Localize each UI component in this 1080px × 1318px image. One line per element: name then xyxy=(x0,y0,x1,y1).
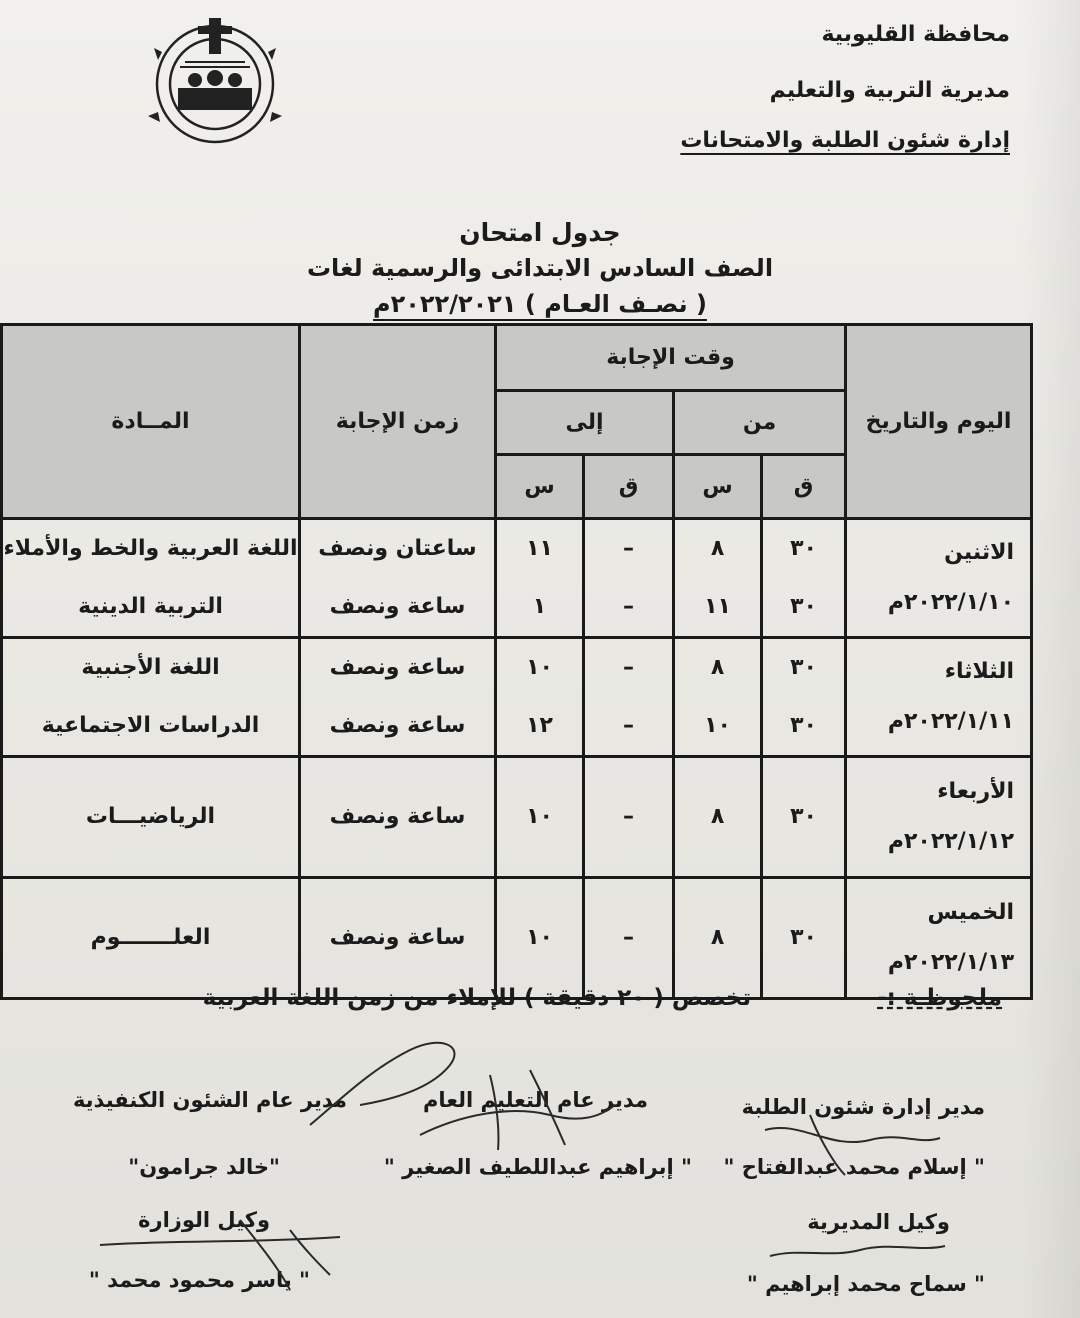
duration: ساعة ونصف xyxy=(329,594,466,619)
signature-scribble-ministry-deputy xyxy=(90,1215,350,1295)
general-education-title: مدير عام التعليم العام xyxy=(423,1088,648,1112)
subject: التربية الدينية xyxy=(78,594,223,619)
from-minute: ٣٠ xyxy=(790,925,817,950)
to-minute: – xyxy=(623,655,635,680)
governorate-name: محافظة القليوبية xyxy=(821,22,1010,47)
from-hour: ١٠ xyxy=(704,713,731,738)
header-from-hour: س xyxy=(674,455,762,519)
exam-date: ٢٠٢٢/١/١٠م xyxy=(887,590,1015,615)
subject: الدراسات الاجتماعية xyxy=(41,713,260,738)
day-name: الأربعاء xyxy=(937,779,1015,804)
exam-date: ٢٠٢٢/١/١٣م xyxy=(887,950,1015,975)
table-row xyxy=(2,638,1032,757)
subject: الرياضيـــات xyxy=(85,804,216,829)
ministry-deputy-title: وكيل الوزارة xyxy=(138,1208,270,1232)
day-date-cell xyxy=(846,638,1032,757)
directorate-name: مديرية التربية والتعليم xyxy=(769,78,1010,103)
header-subject: المــادة xyxy=(2,325,300,519)
from-hour: ٨ xyxy=(710,925,725,950)
department-name: إدارة شئون الطلبة والامتحانات xyxy=(680,128,1010,153)
students-affairs-name: " إسلام محمد عبدالفتاح " xyxy=(723,1155,985,1179)
header-to-hour: س xyxy=(496,455,584,519)
table-row xyxy=(2,757,1032,878)
note xyxy=(203,985,1002,1011)
day-name: الثلاثاء xyxy=(944,659,1015,684)
to-minute: – xyxy=(623,713,635,738)
to-hour: ١٢ xyxy=(526,713,553,738)
exam-date: ٢٠٢٢/١/١٢م xyxy=(887,829,1015,854)
duration: ساعتان ونصف xyxy=(318,536,477,561)
day-name: الاثنين xyxy=(944,540,1015,565)
general-education-name: " إبراهيم عبداللطيف الصغير " xyxy=(383,1155,692,1179)
header-to: إلى xyxy=(496,391,674,455)
from-minute: ٣٠ xyxy=(790,804,817,829)
header-day-date: اليوم والتاريخ xyxy=(846,325,1032,519)
to-hour: ١٠ xyxy=(526,655,553,680)
to-hour: ١٠ xyxy=(526,925,553,950)
day-date-cell xyxy=(846,519,1032,638)
control-affairs-name: "خالد جرامون" xyxy=(128,1155,280,1179)
to-hour: ١ xyxy=(532,594,547,619)
table-row xyxy=(2,878,1032,999)
note-label: ملحوظـة :- xyxy=(877,985,1002,1011)
note-text: تخصص ( ٢٠ دقيقة ) للإملاء من زمن اللغة العربية xyxy=(202,985,752,1011)
duration: ساعة ونصف xyxy=(329,925,466,950)
from-minute: ٣٠ xyxy=(790,713,817,738)
directorate-deputy-name: " سماح محمد إبراهيم " xyxy=(746,1272,985,1296)
exam-schedule-table xyxy=(0,323,1033,1000)
to-minute: – xyxy=(623,804,635,829)
day-name: الخميس xyxy=(927,900,1015,925)
to-minute: – xyxy=(623,925,635,950)
from-minute: ٣٠ xyxy=(790,536,817,561)
directorate-deputy-title: وكيل المديرية xyxy=(807,1210,950,1234)
header-to-minute: ق xyxy=(584,455,674,519)
duration: ساعة ونصف xyxy=(329,655,466,680)
term-title: ( نصـف العـام ) ٢٠٢٢/٢٠٢١م xyxy=(373,290,707,318)
duration: ساعة ونصف xyxy=(329,713,466,738)
header-answer-time: وقت الإجابة xyxy=(496,325,846,391)
exam-date: ٢٠٢٢/١/١١م xyxy=(887,709,1015,734)
header-duration: زمن الإجابة xyxy=(300,325,496,519)
to-hour: ١١ xyxy=(526,536,553,561)
header-from: من xyxy=(674,391,846,455)
signature-scribble-students-affairs xyxy=(750,1110,950,1180)
day-date-cell xyxy=(846,757,1032,878)
subject: العلـــــــوم xyxy=(90,925,211,950)
duration: ساعة ونصف xyxy=(329,804,466,829)
signature-scribble-general-education xyxy=(400,1055,630,1160)
header-from-minute: ق xyxy=(762,455,846,519)
ministry-deputy-name: " ياسر محمود محمد " xyxy=(88,1268,310,1292)
control-affairs-title: مدير عام الشئون الكنفيذية xyxy=(72,1088,347,1112)
subject: اللغة العربية والخط والأملاء xyxy=(3,536,298,561)
subject: اللغة الأجنبية xyxy=(81,655,220,680)
signature-scribble-directorate-deputy xyxy=(760,1228,950,1268)
from-hour: ٨ xyxy=(710,655,725,680)
from-minute: ٣٠ xyxy=(790,655,817,680)
to-minute: – xyxy=(623,594,635,619)
from-hour: ٨ xyxy=(710,804,725,829)
from-hour: ١١ xyxy=(704,594,731,619)
ministry-seal-icon xyxy=(140,12,290,152)
exam-schedule-title: جدول امتحان xyxy=(459,218,621,247)
day-date-cell xyxy=(846,878,1032,999)
students-affairs-title: مدير إدارة شئون الطلبة xyxy=(741,1095,985,1119)
grade-title: الصف السادس الابتدائى والرسمية لغات xyxy=(306,254,774,282)
to-minute: – xyxy=(623,536,635,561)
table-row xyxy=(2,519,1032,638)
from-hour: ٨ xyxy=(710,536,725,561)
from-minute: ٣٠ xyxy=(790,594,817,619)
to-hour: ١٠ xyxy=(526,804,553,829)
